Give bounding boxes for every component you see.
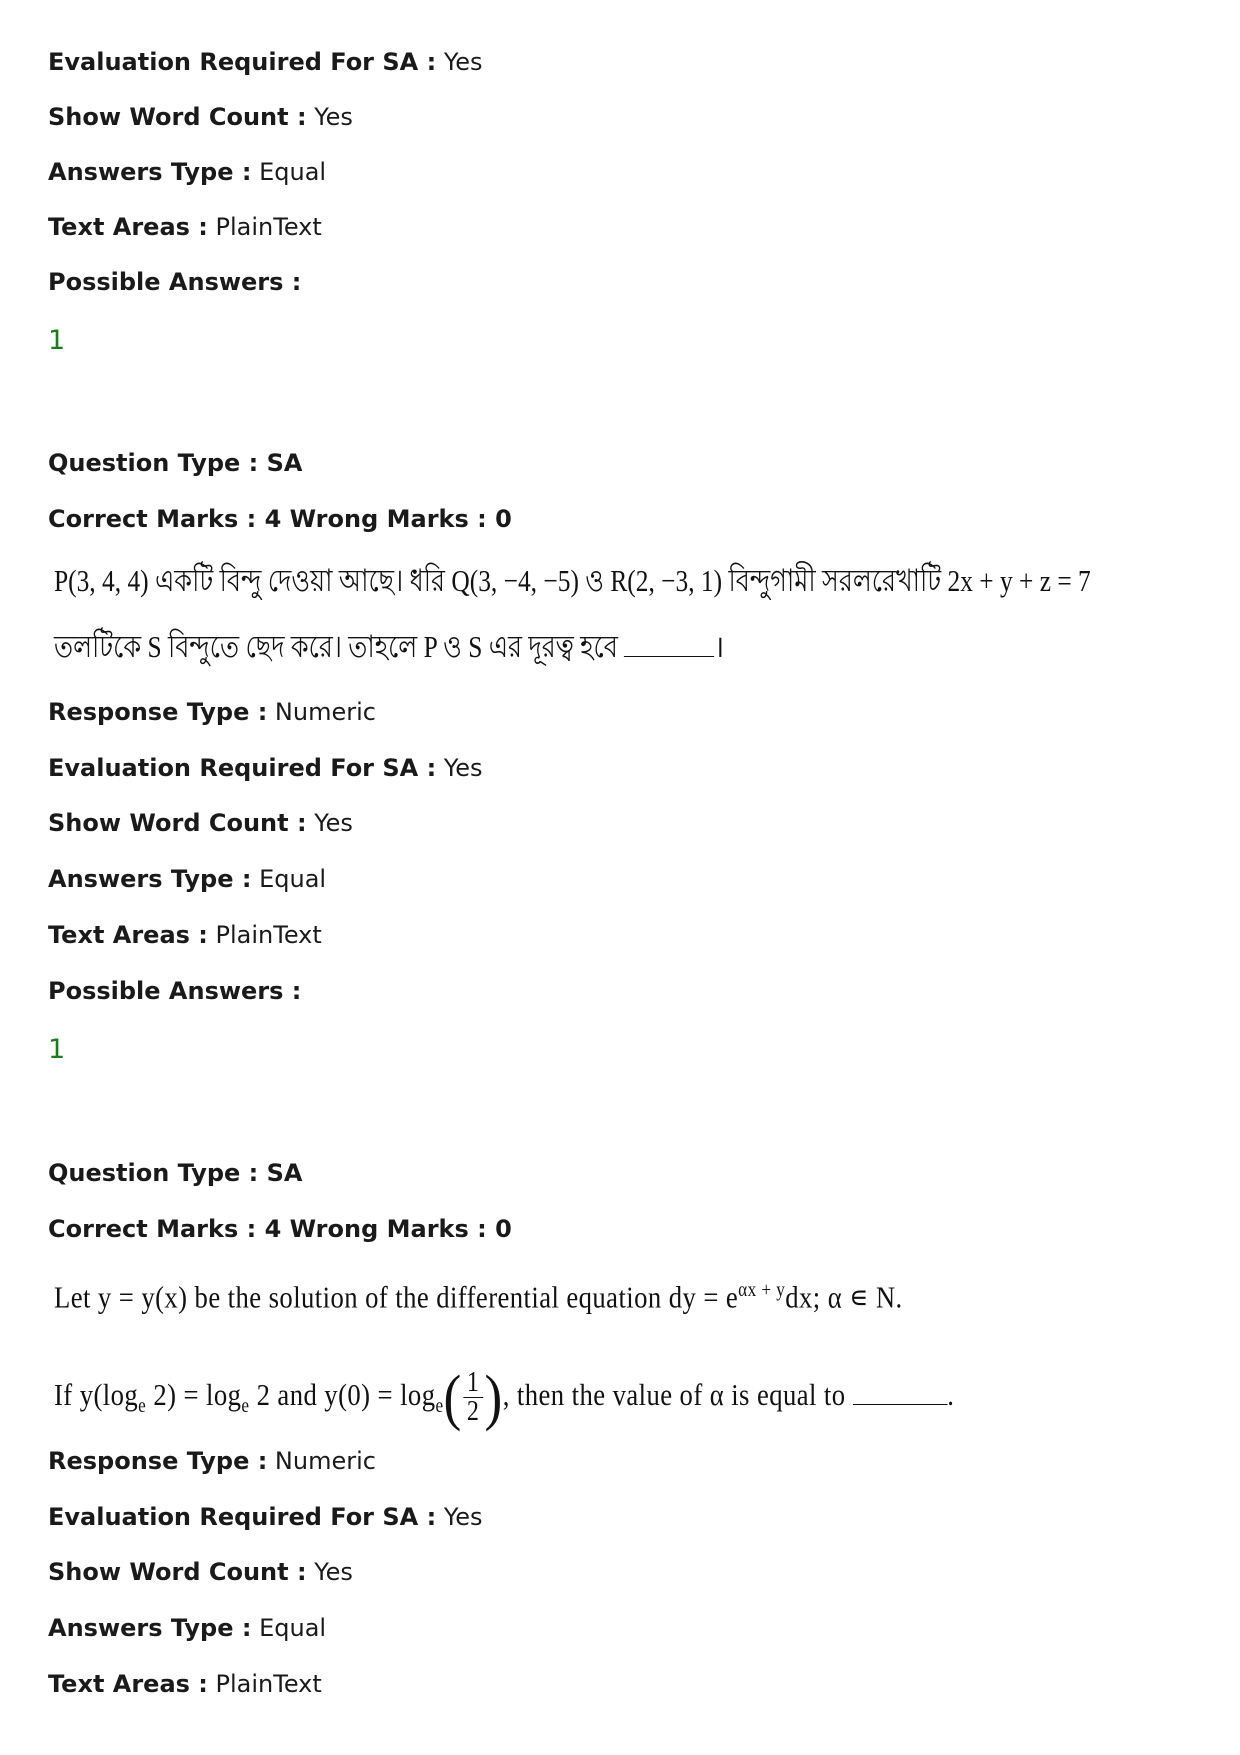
marks-row: Correct Marks : 4 Wrong Marks : 0	[48, 505, 512, 533]
fraction-one-half: $\frac{1}{2}$	[463, 1369, 482, 1426]
evaluation-required-row: Evaluation Required For SA : Yes	[48, 1503, 483, 1531]
possible-answer-value: 1	[48, 325, 66, 356]
answers-type-row: Answers Type : Equal	[48, 1614, 327, 1642]
answer-blank	[853, 1378, 948, 1405]
text-areas-row: Text Areas : PlainText	[48, 921, 322, 949]
show-word-count-row: Show Word Count : Yes	[48, 103, 353, 131]
question-type-row: Question Type : SA	[48, 449, 303, 477]
marks-row: Correct Marks : 4 Wrong Marks : 0	[48, 1215, 512, 1243]
show-word-count-row: Show Word Count : Yes	[48, 1558, 353, 1586]
answer-blank	[624, 630, 714, 657]
question-type-row: Question Type : SA	[48, 1159, 303, 1187]
answers-type-row: Answers Type : Equal	[48, 865, 327, 893]
possible-answer-value: 1	[48, 1034, 66, 1065]
question-text-line-1: Let y = y(x) be the solution of the differential equation dy = $e^{\alpha x + y}dx$; α ∊ N.	[54, 1279, 903, 1315]
question-text-line-2: তলটিকে S বিন্দুতে ছেদ করে। তাহলে P ও S এর দূরত্ব হবে ।	[54, 629, 725, 664]
show-word-count-row: Show Word Count : Yes	[48, 809, 353, 837]
answers-type-row: Answers Type : Equal	[48, 158, 327, 186]
left-paren: (	[443, 1363, 462, 1432]
response-type-row: Response Type : Numeric	[48, 698, 376, 726]
text-areas-row: Text Areas : PlainText	[48, 1670, 322, 1698]
question-text-line-1: P(3, 4, 4) একটি বিন্দু দেওয়া আছে। ধরি Q(3, −4, −5) ও R(2, −3, 1) বিন্দুগামী সরলরেখাটি 2x + y + z = 7	[54, 563, 1091, 598]
possible-answers-label: Possible Answers :	[48, 977, 302, 1005]
possible-answers-label: Possible Answers :	[48, 268, 302, 296]
question-text-line-2: If $y(\log_e$ $2) = \log_e 2$ and $y(0) = \log_e$( $\frac{1}{2}$ ), then the value of α is equal to .	[54, 1363, 955, 1432]
evaluation-required-row: Evaluation Required For SA : Yes	[48, 48, 483, 76]
text-areas-row: Text Areas : PlainText	[48, 213, 322, 241]
response-type-row: Response Type : Numeric	[48, 1447, 376, 1475]
right-paren: )	[484, 1363, 503, 1432]
evaluation-required-row: Evaluation Required For SA : Yes	[48, 754, 483, 782]
